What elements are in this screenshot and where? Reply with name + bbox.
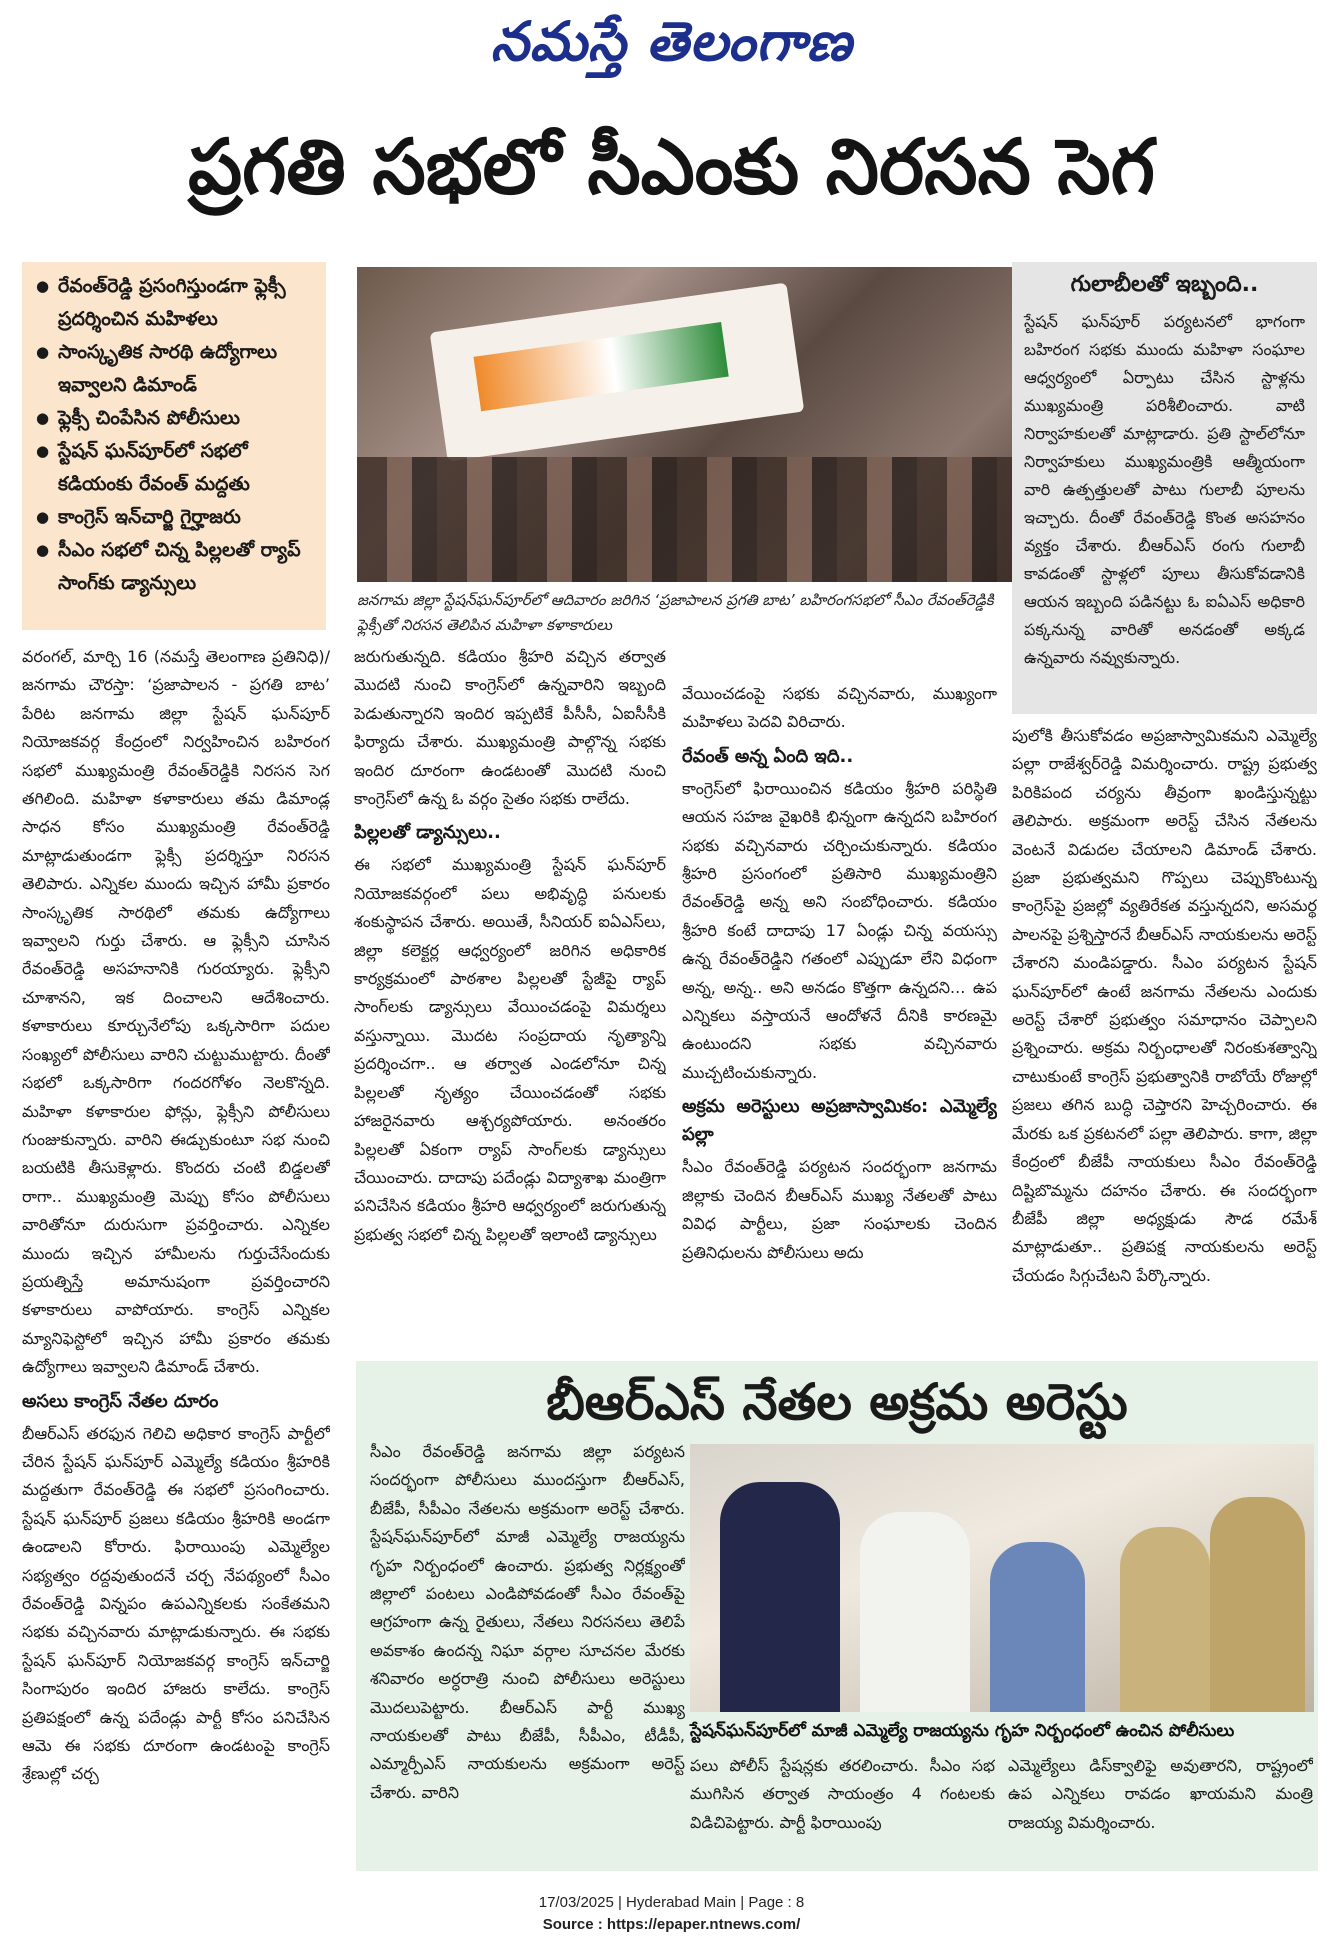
arrest-headline: బీఆర్‌ఎస్‌ నేతల అక్రమ అరెస్టు [546, 1373, 1128, 1431]
article-column-4 [1012, 722, 1317, 1354]
crowd [357, 457, 1012, 582]
paragraph: బీఆర్‌ఎస్‌ తరఫున గెలిచి అధికార కాంగ్రెస్‌ పార్టీలో చేరిన స్టేషన్‌ ఘన్‌పూర్‌ ఎమ్మెల్యే కడియం శ్రీహరికి మద్దతుగా రేవంత్‌రెడ్డి ఈ సభలో ప్రసంగించారు. స్టేషన్‌ ఘన్‌పూర్‌ ప్రజలు కడియం శ్రీహరికి అండగా ఉండాలని కోరారు. ఫిరాయింపు ఎమ్మెల్యేల సభ్యత్వం రద్దవుతుందనే చర్చ నేపథ్యంలో సీఎం రేవంత్‌రెడ్డి విన్నపం ఉపఎన్నికలకు సంకేతమని సభకు వచ్చినవారు మాట్లాడుకున్నారు. ఈ సభకు స్టేషన్‌ ఘన్‌పూర్‌ నియోజకవర్గ కాంగ్రెస్‌ ఇన్‌చార్జి సింగాపురం ఇందిర హాజరు కాలేదు. కాంగ్రెస్‌ ప్రతిపక్షంలో ఉన్న పదేండ్లు పార్టీ కోసం పనిచేసిన ఆమె ఈ సభకు దూరంగా ఉండటంపై కాంగ్రెస్‌ శ్రేణుల్లో చర్చ [22, 1423, 330, 1784]
article-column-1 [22, 643, 330, 1883]
masthead-logo: నమస్తే తెలంగాణ [490, 10, 853, 73]
paragraph: జరుగుతున్నది. కడియం శ్రీహరి వచ్చిన తర్వాత మొదటి నుంచి కాంగ్రెస్‌లో ఉన్నవారిని ఇబ్బంది పెడుతున్నారని ఇందిర ఇప్పటికే పీసీసీ, ఏఐసీసీకి ఫిర్యాదు చేశారు. ముఖ్యమంత్రి పాల్గొన్న సభకు ఇందిర దూరంగా ఉండటంతో మొదటి నుంచి కాంగ్రెస్‌లో ఉన్న ఓ వర్గం సైతం సభకు రాలేదు. [354, 647, 666, 809]
article-column-3 [682, 680, 997, 1354]
highlight-item: ● ఫ్లెక్సీ చింపేసిన పోలీసులు [32, 402, 316, 435]
paragraph: పులోకి తీసుకోవడం అప్రజాస్వామికమని ఎమ్మెల్యే పల్లా రాజేశ్వర్‌రెడ్డి విమర్శించారు. రాష్ట్ర ప్రభుత్వ పిరికిపంద చర్యను తీవ్రంగా ఖండిస్తున్నట్టు తెలిపారు. అక్రమంగా అరెస్ట్‌ చేసిన నేతలను వెంటనే విడుదల చేయాలని డిమాండ్‌ చేశారు. ప్రజా ప్రభుత్వమని గొప్పలు చెప్పుకొంటున్న కాంగ్రెస్‌పై ప్రజల్లో వ్యతిరేకత వస్తున్నదని, అసమర్థ పాలనపై ప్రశ్నిస్తారనే బీఆర్‌ఎస్‌ నాయకులను అరెస్ట్‌ చేశారని మండిపడ్డారు. సీఎం పర్యటన స్టేషన్‌ ఘన్‌పూర్‌లో ఉంటే జనగామ నేతలను ఎందుకు అరెస్ట్‌ చేశారో ప్రభుత్వం సమాధానం చెప్పాలని ప్రశ్నించారు. అక్రమ నిర్బంధాలతో నిరంకుశత్వాన్ని చాటుకుంటే కాంగ్రెస్‌ ప్రభుత్వానికి రాబోయే రోజుల్లో ప్రజలు తగిన బుద్ధి చెప్తారని హెచ్చరించారు. ఈ మేరకు ఒక ప్రకటనలో పల్లా తెలిపారు. కాగా, జిల్లా కేంద్రంలో బీజేపీ నాయకులు సీఎం రేవంత్‌రెడ్డి దిష్టిబొమ్మను దహనం చేశారు. ఈ సందర్భంగా బీజేపీ జిల్లా అధ్యక్షుడు సౌడ రమేశ్‌ మాట్లాడుతూ.. ప్రతిపక్ష నాయకులను అరెస్ట్‌ చేయడం సిగ్గుచేటని పేర్కొన్నారు. [1012, 726, 1317, 1285]
sidebar-title: గులాబీలతో ఇబ్బంది.. [1070, 272, 1259, 297]
paragraph: సీఎం రేవంత్‌రెడ్డి పర్యటన సందర్భంగా జనగామ జిల్లాకు చెందిన బీఆర్‌ఎస్‌ ముఖ్య నేతలతో పాటు వివిధ పార్టీలు, ప్రజా సంఘాలకు చెందిన ప్రతినిధులను పోలీసులు అదు [682, 1157, 997, 1262]
sidebar-body: స్టేషన్‌ ఘన్‌పూర్‌ పర్యటనలో భాగంగా బహిరంగ సభకు ముందు మహిళా సంఘాల ఆధ్వర్యంలో ఏర్పాటు చేసిన స్టాళ్లను ముఖ్యమంత్రి పరిశీలించారు. వాటి నిర్వాహకులతో మాట్లాడారు. ప్రతి స్టాల్‌లోనూ నిర్వాహకులు ముఖ్యమంత్రికి ఆత్మీయంగా వారి ఉత్పత్తులతో పాటు గులాబీ పూలను ఇచ్చారు. దీంతో రేవంత్‌రెడ్డి కొంత అసహనం వ్యక్తం చేశారు. బీఆర్‌ఎస్‌ రంగు గులాబీ కావడంతో స్టాళ్లలో పూలు తీసుకోవడానికి ఆయన ఇబ్బంది పడినట్టు ఓ ఐఏఎస్‌ అధికారి పక్కనున్న వారితో అనడంతో అక్కడ ఉన్నవారు నవ్వుకున్నారు. [1024, 312, 1305, 667]
page-info: 17/03/2025 | Hyderabad Main | Page : 8 [538, 1894, 805, 1911]
arrest-story-text: సీఎం రేవంత్‌రెడ్డి జనగామ జిల్లా పర్యటన సందర్భంగా పోలీసులు ముందస్తుగా బీఆర్‌ఎస్‌, బీజేపీ, సీపీఎం నేతలను అక్రమంగా అరెస్ట్‌ చేశారు. స్టేషన్‌ఘన్‌పూర్‌లో మాజీ ఎమ్మెల్యే రాజయ్యను గృహ నిర్బంధంలో ఉంచారు. ప్రభుత్వ నిర్లక్ష్యంతో జిల్లాలో పంటలు ఎండిపోవడంతో సీఎం రేవంత్‌పై ఆగ్రహంగా ఉన్న రైతులు, నేతలు నిరసనలు తెలిపే అవకాశం ఉందన్న నిఘా వర్గాల సూచనల మేరకు శనివారం అర్ధరాత్రి నుంచి పోలీసులు అరెస్టులు మొదలుపెట్టారు. బీఆర్‌ఎస్‌ పార్టీ ముఖ్య నాయకులతో పాటు బీజేపీ, సీపీఎం, టీడీపీ, ఎమ్మార్పీఎస్‌ నాయకులను అక్రమంగా అరెస్ట్‌ చేశారు. వారిని [370, 1442, 685, 1802]
highlights-box [22, 262, 326, 630]
paragraph: ఈ సభలో ముఖ్యమంత్రి స్టేషన్‌ ఘన్‌పూర్‌ నియోజకవర్గంలో పలు అభివృద్ధి పనులకు శంకుస్థాపన చేశారు. అయితే, సీనియర్‌ ఐఏఎస్‌లు, జిల్లా కలెక్టర్ల ఆధ్వర్యంలో జరిగిన అధికారిక కార్యక్రమంలో పాఠశాల పిల్లలతో స్టేజీపై ర్యాప్‌ సాంగ్‌లకు డ్యాన్సులు వేయించడంపై విమర్శలు వస్తున్నాయి. మొదట సంప్రదాయ నృత్యాన్ని ప్రదర్శించగా.. ఆ తర్వాత ఎండలోనూ చిన్న పిల్లలతో నృత్యం చేయించడంతో సభకు హాజరైనవారు ఆశ్చర్యపోయారు. అనంతరం పిల్లలతో ఏకంగా ర్యాప్‌ సాంగ్‌లకు డ్యాన్సులు చేయించారు. దాదాపు పదేండ్లు విద్యాశాఖ మంత్రిగా పనిచేసిన కడియం శ్రీహరి ఆధ్వర్యంలో జరుగుతున్న ప్రభుత్వ సభలో చిన్న పిల్లలతో ఇలాంటి డ్యాన్సులు [354, 855, 666, 1244]
sidebar-box [1012, 262, 1317, 714]
flexi-banner [430, 283, 805, 462]
paragraph: వేయించడంపై సభకు వచ్చినవారు, ముఖ్యంగా మహిళలు పెదవి విరిచారు. [682, 684, 997, 732]
highlight-item: ● స్టేషన్‌ ఘన్‌పూర్‌లో సభలో కడియంకు రేవంత్‌ మద్దతు [32, 435, 316, 501]
photo-caption: జనగామ జిల్లా స్టేషన్‌ఘన్‌పూర్‌లో ఆదివారం జరిగిన ‘ప్రజాపాలన ప్రగతి బాట’ బహిరంగసభలో సీఎం రేవంత్‌రెడ్డికి ఫ్లెక్సీతో నిరసన తెలిపిన మహిళా కళాకారులు [357, 591, 994, 634]
highlight-item: ● సాంస్కృతిక సారథి ఉద్యోగాలు ఇవ్వాలని డిమాండ్‌ [32, 336, 316, 402]
article-column-2 [354, 643, 666, 1353]
subheading: రేవంత్‌ అన్న ఏంది ఇది.. [682, 745, 854, 767]
subheading: అక్రమ అరెస్టులు అప్రజాస్వామికం: ఎమ్మెల్యే పల్లా [682, 1096, 997, 1146]
subheading: అసలు కాంగ్రెస్‌ నేతల దూరం [22, 1390, 219, 1412]
main-headline: ప్రగతి సభలో సీఎంకు నిరసన సెగ [188, 122, 1155, 211]
photo-caption: స్టేషన్‌ఘన్‌పూర్‌లో మాజీ ఎమ్మెల్యే రాజయ్యను గృహ నిర్బంధంలో ఉంచిన పోలీసులు [690, 1721, 1235, 1741]
highlight-item: ● సీఎం సభలో చిన్న పిల్లలతో ర్యాప్‌ సాంగ్‌కు డ్యాన్సులు [32, 534, 316, 600]
arrest-story-text: పలు పోలీస్‌ స్టేషన్లకు తరలించారు. సీఎం సభ ముగిసిన తర్వాత సాయంత్రం 4 గంటలకు విడిచిపెట్టారు. పార్టీ ఫిరాయింపు [690, 1756, 995, 1832]
highlight-item: ● రేవంత్‌రెడ్డి ప్రసంగిస్తుండగా ఫ్లెక్సీ ప్రదర్శించిన మహిళలు [32, 270, 316, 336]
arrest-story-text: ఎమ్మెల్యేలు డిస్‌క్వాలిఫై అవుతారని, రాష్ట్రంలో ఉప ఎన్నికలు రావడం ఖాయమని మంత్రి రాజయ్య విమర్శించారు. [1008, 1756, 1313, 1832]
page-footer [0, 1892, 1343, 1936]
highlight-item: ● కాంగ్రెస్‌ ఇన్‌చార్జి గైర్హాజరు [32, 501, 316, 534]
source-link[interactable]: Source : https://epaper.ntnews.com/ [542, 1916, 801, 1933]
paragraph: కాంగ్రెస్‌లో ఫిరాయించిన కడియం శ్రీహరి పరిస్థితి ఆయన సహజ వైఖరికి భిన్నంగా ఉన్నదని బహిరంగ సభకు వచ్చినవారు చర్చించుకున్నారు. కడియం శ్రీహరి ప్రసంగంలో ప్రతిసారి ముఖ్యమంత్రిని రేవంత్‌రెడ్డి అన్న అని సంబోధించారు. కడియం శ్రీహరి కంటే దాదాపు 17 ఏండ్లు చిన్న వయస్సు ఉన్న రేవంత్‌రెడ్డిని గతంలో ఎప్పుడూ లేని విధంగా అన్న, అన్న.. అని అనడం కొత్తగా ఉన్నదని... ఉప ఎన్నికలు వస్తాయనే ఆందోళనే దీనికి కారణమై ఉంటుందని సభకు వచ్చినవారు ముచ్చటించుకున్నారు. [682, 778, 997, 1082]
protest-photo [357, 267, 1012, 582]
subheading: పిల్లలతో డ్యాన్సులు.. [354, 822, 501, 844]
paragraph: వరంగల్‌, మార్చి 16 (నమస్తే తెలంగాణ ప్రతినిధి)/జనగామ చౌరస్తా: ‘ప్రజాపాలన - ప్రగతి బాట’ పేరిట జనగామ జిల్లా స్టేషన్‌ ఘన్‌పూర్‌ నియోజకవర్గ కేంద్రంలో నిర్వహించిన బహిరంగ సభలో ముఖ్యమంత్రి రేవంత్‌రెడ్డికి నిరసన సెగ తగిలింది. మహిళా కళాకారులు తమ డిమాండ్ల సాధన కోసం ముఖ్యమంత్రి రేవంత్‌రెడ్డి మాట్లాడుతుండగా ఫ్లెక్సీ ప్రదర్శిస్తూ నిరసన తెలిపారు. ఎన్నికల ముందు ఇచ్చిన హామీ ప్రకారం సాంస్కృతిక సారథిలో తమకు ఉద్యోగాలు ఇవ్వాలని గుర్తు చేశారు. ఆ ఫ్లెక్సీని చూసిన రేవంత్‌రెడ్డి అసహనానికి గురయ్యారు. ఫ్లెక్సీని చూశానని, ఇక దించాలని ఆదేశించారు. కళాకారులు కూర్చునేలోపు ఒక్కసారిగా పదుల సంఖ్యలో పోలీసులు వారిని చుట్టుముట్టారు. దీంతో సభలో ఒక్కసారిగా గందరగోళం నెలకొన్నది. మహిళా కళాకారుల ఫోన్లు, ఫ్లెక్సీని పోలీసులు గుంజుకున్నారు. వారిని ఈడ్చుకుంటూ సభ నుంచి బయటికి తీసుకెళ్లారు. కొందరు చంటి బిడ్డలతో రాగా.. ముఖ్యమంత్రి మెప్పు కోసం పోలీసులు వారితోనూ దురుసుగా ప్రవర్తించారు. ఎన్నికల ముందు ఇచ్చిన హామీలను గుర్తుచేసేందుకు ప్రయత్నిస్తే అమానుషంగా ప్రవర్తించారని కళాకారులు వాపోయారు. కాంగ్రెస్‌ ఎన్నికల మ్యానిఫెస్టోలో ఇచ్చిన హామీ ప్రకారం తమకు ఉద్యోగాలు ఇవ్వాలని డిమాండ్‌ చేశారు. [22, 647, 330, 1377]
house-arrest-photo [690, 1444, 1314, 1712]
